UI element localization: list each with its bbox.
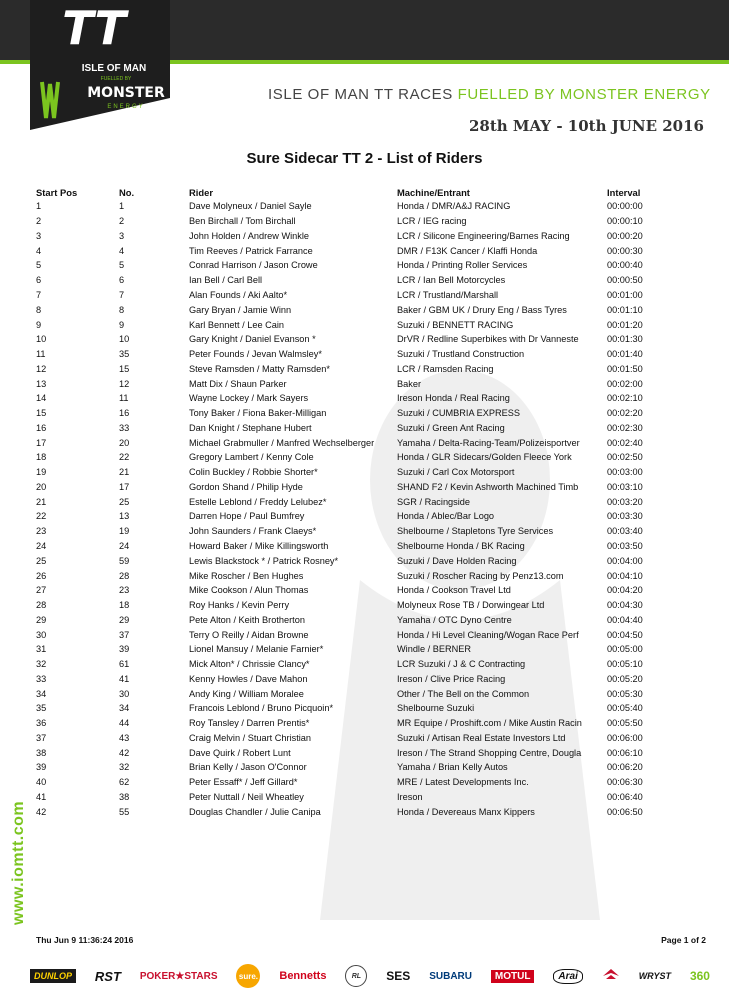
cell-rider: Tony Baker / Fiona Baker-Milligan: [189, 408, 327, 419]
cell-number: 29: [119, 614, 130, 625]
cell-rider: Dan Knight / Stephane Hubert: [189, 422, 312, 433]
cell-machine-entrant: SHAND F2 / Kevin Ashworth Machined Timb: [397, 481, 579, 492]
cell-number: 39: [119, 644, 130, 655]
cell-interval: 00:04:50: [607, 629, 643, 640]
cell-number: 16: [119, 408, 130, 419]
cell-number: 7: [119, 289, 125, 300]
footer-timestamp: Thu Jun 9 11:36:24 2016: [36, 935, 134, 945]
cell-rider: Roy Tansley / Darren Prentis*: [189, 718, 310, 729]
table-row: [36, 657, 706, 672]
cell-number: 8: [119, 304, 125, 315]
cell-start-pos: 31: [36, 644, 47, 655]
cell-interval: 00:05:20: [607, 673, 643, 684]
cell-interval: 00:02:30: [607, 422, 643, 433]
table-row: [36, 243, 706, 258]
cell-number: 30: [119, 688, 130, 699]
cell-rider: Peter Nuttall / Neil Wheatley: [189, 792, 304, 802]
cell-machine-entrant: Other / The Bell on the Common: [397, 688, 530, 699]
cell-number: 6: [119, 275, 125, 286]
cell-number: 28: [119, 570, 130, 581]
cell-number: 11: [119, 393, 129, 404]
table-row: [36, 214, 706, 229]
table-row: [36, 672, 706, 687]
cell-number: 25: [119, 496, 130, 507]
table-row: [36, 361, 706, 376]
cell-machine-entrant: DMR / F13K Cancer / Klaffi Honda: [397, 245, 538, 256]
table-row: [36, 199, 706, 214]
cell-rider: Darren Hope / Paul Bumfrey: [189, 511, 305, 522]
sponsor-bennetts-logo: Bennetts: [279, 970, 327, 982]
table-row: [36, 760, 706, 775]
cell-number: 32: [119, 762, 130, 773]
cell-number: 55: [119, 806, 130, 817]
cell-rider: John Saunders / Frank Claeys*: [189, 526, 317, 537]
cell-start-pos: 24: [36, 540, 47, 551]
cell-interval: 00:00:50: [607, 275, 643, 286]
cell-rider: Brian Kelly / Jason O'Connor: [189, 762, 307, 773]
cell-rider: Lionel Mansuy / Melanie Farnier*: [189, 644, 324, 655]
cell-number: 44: [119, 718, 130, 729]
cell-number: 18: [119, 600, 130, 611]
cell-machine-entrant: Baker: [397, 378, 422, 389]
sponsor-dunlop-logo: DUNLOP: [30, 969, 76, 983]
cell-start-pos: 11: [36, 349, 46, 360]
cell-number: 23: [119, 585, 130, 596]
cell-rider: Pete Alton / Keith Brotherton: [189, 614, 305, 625]
cell-number: 21: [119, 467, 130, 478]
cell-number: 35: [119, 349, 130, 360]
cell-start-pos: 33: [36, 673, 47, 684]
table-row: [36, 450, 706, 465]
cell-rider: Conrad Harrison / Jason Crowe: [189, 260, 318, 271]
cell-interval: 00:03:40: [607, 526, 643, 537]
cell-interval: 00:04:30: [607, 600, 643, 611]
cell-number: 3: [119, 230, 125, 241]
cell-interval: 00:04:20: [607, 585, 643, 596]
cell-rider: Roy Hanks / Kevin Perry: [189, 600, 290, 611]
sponsor-rst-logo: RST: [94, 968, 121, 984]
cell-number: 13: [119, 511, 130, 522]
table-row: [36, 583, 706, 598]
table-row: [36, 406, 706, 421]
cell-start-pos: 20: [36, 481, 47, 492]
cell-interval: 00:05:00: [607, 644, 643, 655]
cell-rider: Karl Bennett / Lee Cain: [189, 319, 284, 330]
cell-machine-entrant: Honda / Hi Level Cleaning/Wogan Race Perf: [397, 629, 579, 640]
cell-start-pos: 38: [36, 747, 47, 758]
cell-interval: 00:05:10: [607, 659, 643, 670]
cell-number: 62: [119, 777, 130, 788]
cell-number: 12: [119, 378, 130, 389]
cell-rider: Steve Ramsden / Matty Ramsden*: [189, 363, 330, 374]
cell-rider: Michael Grabmuller / Manfred Wechselberger: [189, 437, 375, 448]
cell-number: 34: [119, 703, 130, 714]
cell-machine-entrant: Ireson Honda / Real Racing: [397, 393, 510, 404]
cell-rider: Lewis Blackstock * / Patrick Rosney*: [189, 555, 339, 566]
cell-start-pos: 6: [36, 275, 42, 286]
table-row: [36, 568, 706, 583]
cell-number: 17: [119, 481, 130, 492]
cell-number: 43: [119, 732, 130, 743]
table-row: [36, 347, 706, 362]
cell-interval: 00:05:30: [607, 688, 643, 699]
cell-start-pos: 40: [36, 777, 47, 788]
header-start-pos: Start Pos: [36, 186, 78, 198]
cell-number: 42: [119, 747, 130, 758]
cell-machine-entrant: Suzuki / Dave Holden Racing: [397, 555, 517, 566]
event-title-accent: FUELLED BY MONSTER ENERGY: [457, 86, 711, 103]
table-row: [36, 509, 706, 524]
table-row: [36, 745, 706, 760]
cell-interval: 00:01:20: [607, 319, 643, 330]
cell-interval: 00:05:50: [607, 718, 643, 729]
cell-interval: 00:01:00: [607, 289, 643, 300]
table-row: [36, 524, 706, 539]
cell-machine-entrant: Yamaha / Delta-Racing-Team/Polizeisportver: [397, 437, 580, 448]
cell-machine-entrant: LCR / IEG racing: [397, 216, 467, 227]
table-row: [36, 376, 706, 391]
table-row: [36, 790, 706, 805]
table-row: [36, 598, 706, 613]
cell-machine-entrant: Honda / Cookson Travel Ltd: [397, 585, 511, 596]
cell-machine-entrant: Suzuki / Roscher Racing by Penz13.com: [397, 570, 564, 581]
cell-number: 61: [119, 659, 130, 670]
cell-start-pos: 36: [36, 718, 47, 729]
table-row: [36, 701, 706, 716]
cell-number: 2: [119, 216, 125, 227]
cell-start-pos: 16: [36, 422, 47, 433]
cell-rider: Andy King / William Moralee: [189, 688, 304, 699]
cell-number: 4: [119, 245, 125, 256]
logo-isle-text: ISLE OF MAN: [81, 63, 147, 74]
table-row: [36, 258, 706, 273]
cell-start-pos: 4: [36, 245, 42, 256]
cell-interval: 00:03:00: [607, 467, 643, 478]
logo-tt-text: TT: [62, 1, 126, 55]
cell-start-pos: 2: [36, 216, 42, 227]
cell-start-pos: 14: [36, 393, 47, 404]
table-row: [36, 731, 706, 746]
cell-interval: 00:01:50: [607, 363, 643, 374]
cell-interval: 00:04:40: [607, 614, 643, 625]
logo-monster-text: MONSTER: [87, 85, 165, 101]
cell-number: 22: [119, 452, 130, 463]
cell-start-pos: 3: [36, 230, 42, 241]
cell-interval: 00:06:00: [607, 732, 643, 743]
cell-number: 9: [119, 319, 125, 330]
cell-rider: Peter Essaff* / Jeff Gillard*: [189, 777, 298, 788]
cell-interval: 00:00:20: [607, 230, 643, 241]
cell-machine-entrant: Baker / GBM UK / Drury Eng / Bass Tyres: [397, 304, 567, 315]
cell-rider: Gary Bryan / Jamie Winn: [189, 304, 292, 315]
cell-interval: 00:01:30: [607, 334, 643, 345]
cell-machine-entrant: SGR / Racingside: [397, 496, 471, 507]
table-row: [36, 288, 706, 303]
table-row: [36, 804, 706, 819]
cell-start-pos: 1: [36, 201, 42, 212]
logo-energy-text: ENERGY: [107, 104, 145, 110]
table-row: [36, 480, 706, 495]
cell-start-pos: 29: [36, 614, 47, 625]
sponsor-arai-logo: Arai: [553, 969, 582, 984]
cell-machine-entrant: Ireson / Clive Price Racing: [397, 673, 506, 684]
cell-rider: Wayne Lockey / Mark Sayers: [189, 393, 309, 404]
cell-start-pos: 30: [36, 629, 47, 640]
cell-machine-entrant: LCR Suzuki / J & C Contracting: [397, 659, 526, 670]
cell-start-pos: 41: [36, 792, 47, 802]
cell-machine-entrant: DrVR / Redline Superbikes with Dr Vanneste: [397, 334, 579, 345]
cell-number: 20: [119, 437, 130, 448]
cell-number: 41: [119, 673, 130, 684]
cell-rider: Colin Buckley / Robbie Shorter*: [189, 467, 318, 478]
event-title-main: ISLE OF MAN TT RACES: [268, 86, 458, 103]
cell-interval: 00:03:10: [607, 481, 643, 492]
cell-interval: 00:02:50: [607, 452, 643, 463]
cell-machine-entrant: Molyneux Rose TB / Dorwingear Ltd: [397, 600, 545, 611]
table-row: [36, 539, 706, 554]
cell-start-pos: 32: [36, 659, 47, 670]
cell-machine-entrant: Shelbourne / Stapletons Tyre Services: [397, 526, 554, 537]
header-machine-entrant: Machine/Entrant: [397, 186, 470, 198]
cell-machine-entrant: LCR / Trustland/Marshall: [397, 289, 499, 300]
cell-rider: Alan Founds / Aki Aalto*: [189, 289, 288, 300]
cell-start-pos: 27: [36, 585, 47, 596]
sponsor-wryst-logo: WRYST: [638, 971, 672, 981]
event-dates: 28th MAY - 10th JUNE 2016: [468, 117, 704, 135]
table-row: [36, 391, 706, 406]
header-rider: Rider: [189, 186, 213, 198]
cell-rider: Terry O Reilly / Aidan Browne: [189, 629, 309, 640]
cell-rider: Gary Knight / Daniel Evanson *: [189, 334, 316, 345]
cell-number: 19: [119, 526, 130, 537]
cell-rider: Ben Birchall / Tom Birchall: [189, 216, 296, 227]
cell-start-pos: 42: [36, 806, 47, 817]
header-interval: Interval: [607, 186, 641, 198]
cell-rider: Dave Quirk / Robert Lunt: [189, 747, 291, 758]
cell-start-pos: 19: [36, 467, 47, 478]
cell-machine-entrant: LCR / Ramsden Racing: [397, 363, 494, 374]
cell-machine-entrant: Shelbourne Suzuki: [397, 703, 475, 714]
cell-interval: 00:06:10: [607, 747, 643, 758]
cell-interval: 00:06:30: [607, 777, 643, 788]
cell-machine-entrant: Suzuki / Green Ant Racing: [397, 422, 505, 433]
cell-rider: Mike Cookson / Alun Thomas: [189, 585, 309, 596]
sponsor-bar: [30, 958, 710, 994]
table-row: [36, 642, 706, 657]
cell-machine-entrant: Yamaha / OTC Dyno Centre: [397, 614, 512, 625]
cell-start-pos: 34: [36, 688, 47, 699]
cell-interval: 00:02:10: [607, 393, 643, 404]
cell-interval: 00:04:00: [607, 555, 643, 566]
cell-start-pos: 12: [36, 363, 47, 374]
cell-interval: 00:04:10: [607, 570, 643, 581]
cell-rider: Peter Founds / Jevan Walmsley*: [189, 349, 322, 360]
cell-machine-entrant: Honda / Devereaus Manx Kippers: [397, 806, 535, 817]
table-header-row: [36, 185, 706, 199]
cell-number: 10: [119, 334, 130, 345]
tt-monster-logo: [30, 0, 195, 130]
table-row: [36, 494, 706, 509]
table-row: [36, 465, 706, 480]
sponsor-ses-logo: SES: [386, 969, 411, 983]
cell-start-pos: 5: [36, 260, 42, 271]
cell-interval: 00:03:20: [607, 496, 643, 507]
event-title: [268, 86, 711, 103]
cell-machine-entrant: Suzuki / BENNETT RACING: [397, 319, 514, 330]
cell-machine-entrant: Honda / Printing Roller Services: [397, 260, 528, 271]
cell-start-pos: 8: [36, 304, 42, 315]
cell-start-pos: 23: [36, 526, 47, 537]
cell-machine-entrant: LCR / Silicone Engineering/Barnes Racing: [397, 230, 570, 241]
cell-interval: 00:05:40: [607, 703, 643, 714]
sponsor-rl360-logo: RL: [345, 965, 367, 987]
cell-number: 5: [119, 260, 125, 271]
table-row: [36, 775, 706, 790]
sponsor-subaru-logo: SUBARU: [429, 970, 472, 982]
cell-rider: Gregory Lambert / Kenny Cole: [189, 452, 314, 463]
cell-interval: 00:01:40: [607, 349, 643, 360]
cell-rider: John Holden / Andrew Winkle: [189, 230, 310, 241]
cell-machine-entrant: Suzuki / Carl Cox Motorsport: [397, 467, 515, 478]
sponsor-honda-wing-icon: [602, 967, 620, 985]
cell-start-pos: 28: [36, 600, 47, 611]
footer-page-number: Page 1 of 2: [661, 935, 706, 945]
cell-interval: 00:06:20: [607, 762, 643, 773]
table-row: [36, 302, 706, 317]
cell-machine-entrant: Honda / DMR/A&J RACING: [397, 201, 511, 212]
table-row: [36, 686, 706, 701]
cell-interval: 00:02:40: [607, 437, 643, 448]
cell-rider: Kenny Howles / Dave Mahon: [189, 673, 308, 684]
cell-interval: 00:00:10: [607, 216, 643, 227]
cell-start-pos: 7: [36, 289, 42, 300]
cell-rider: Tim Reeves / Patrick Farrance: [189, 245, 313, 256]
cell-interval: 00:06:50: [607, 806, 643, 817]
cell-machine-entrant: MR Equipe / Proshift.com / Mike Austin Racin: [397, 718, 582, 729]
cell-rider: Mike Roscher / Ben Hughes: [189, 570, 304, 581]
header-number: No.: [119, 186, 135, 198]
cell-number: 1: [119, 201, 125, 212]
cell-rider: Howard Baker / Mike Killingsworth: [189, 540, 329, 551]
cell-rider: Francois Leblond / Bruno Picquoin*: [189, 703, 334, 714]
cell-machine-entrant: Shelbourne Honda / BK Racing: [397, 540, 525, 551]
cell-rider: Douglas Chandler / Julie Canipa: [189, 806, 321, 817]
cell-start-pos: 21: [36, 496, 47, 507]
cell-start-pos: 39: [36, 762, 47, 773]
table-row: [36, 317, 706, 332]
cell-rider: Dave Molyneux / Daniel Sayle: [189, 201, 312, 212]
cell-rider: Gordon Shand / Philip Hyde: [189, 481, 303, 492]
cell-number: 37: [119, 629, 130, 640]
cell-machine-entrant: MRE / Latest Developments Inc.: [397, 777, 529, 788]
side-url-text: www.iomtt.com: [10, 800, 27, 925]
cell-start-pos: 15: [36, 408, 47, 419]
cell-machine-entrant: Windle / BERNER: [397, 644, 472, 655]
cell-start-pos: 10: [36, 334, 47, 345]
cell-number: 59: [119, 555, 130, 566]
cell-start-pos: 18: [36, 452, 47, 463]
cell-start-pos: 35: [36, 703, 47, 714]
cell-start-pos: 17: [36, 437, 47, 448]
cell-interval: 00:06:40: [607, 792, 643, 802]
cell-interval: 00:03:50: [607, 540, 643, 551]
cell-number: 33: [119, 422, 130, 433]
cell-start-pos: 25: [36, 555, 47, 566]
cell-machine-entrant: Suzuki / Artisan Real Estate Investors Ltd: [397, 732, 566, 743]
cell-rider: Estelle Leblond / Freddy Lelubez*: [189, 496, 327, 507]
header: [0, 0, 729, 135]
cell-start-pos: 9: [36, 319, 42, 330]
cell-machine-entrant: Ireson / The Strand Shopping Centre, Dougla: [397, 747, 582, 758]
cell-machine-entrant: Suzuki / Trustland Construction: [397, 349, 525, 360]
cell-interval: 00:00:00: [607, 201, 643, 212]
cell-interval: 00:01:10: [607, 304, 643, 315]
table-body: [36, 199, 706, 819]
riders-table: [36, 185, 706, 819]
sponsor-pokerstars-logo: POKER★STARS: [139, 970, 218, 982]
cell-machine-entrant: Suzuki / CUMBRIA EXPRESS: [397, 408, 521, 419]
table-row: [36, 612, 706, 627]
cell-start-pos: 13: [36, 378, 47, 389]
cell-start-pos: 26: [36, 570, 47, 581]
sponsor-motul-logo: MOTUL: [491, 970, 535, 983]
cell-rider: Craig Melvin / Stuart Christian: [189, 732, 312, 743]
sponsor-360-logo: 360: [689, 969, 710, 983]
sponsor-sure-logo: sure.: [236, 964, 260, 988]
cell-rider: Matt Dix / Shaun Parker: [189, 378, 287, 389]
cell-machine-entrant: Honda / GLR Sidecars/Golden Fleece York: [397, 452, 572, 463]
logo-fuelled-text: FUELLED BY: [100, 76, 132, 82]
table-row: [36, 229, 706, 244]
cell-rider: Ian Bell / Carl Bell: [189, 275, 263, 286]
table-row: [36, 627, 706, 642]
table-row: [36, 716, 706, 731]
cell-number: 38: [119, 792, 130, 802]
cell-rider: Mick Alton* / Chrissie Clancy*: [189, 659, 310, 670]
cell-start-pos: 37: [36, 732, 47, 743]
table-row: [36, 420, 706, 435]
cell-machine-entrant: Yamaha / Brian Kelly Autos: [397, 762, 508, 773]
document-title: Sure Sidecar TT 2 - List of Riders: [246, 150, 483, 167]
cell-interval: 00:03:30: [607, 511, 643, 522]
cell-start-pos: 22: [36, 511, 47, 522]
table-row: [36, 435, 706, 450]
cell-interval: 00:02:20: [607, 408, 643, 419]
table-row: [36, 553, 706, 568]
cell-interval: 00:00:30: [607, 245, 643, 256]
cell-machine-entrant: Honda / Ablec/Bar Logo: [397, 511, 495, 522]
cell-number: 24: [119, 540, 130, 551]
cell-interval: 00:00:40: [607, 260, 643, 271]
table-row: [36, 332, 706, 347]
table-row: [36, 273, 706, 288]
cell-number: 15: [119, 363, 130, 374]
cell-interval: 00:02:00: [607, 378, 643, 389]
cell-machine-entrant: LCR / Ian Bell Motorcycles: [397, 275, 506, 286]
cell-machine-entrant: Ireson: [397, 792, 423, 802]
